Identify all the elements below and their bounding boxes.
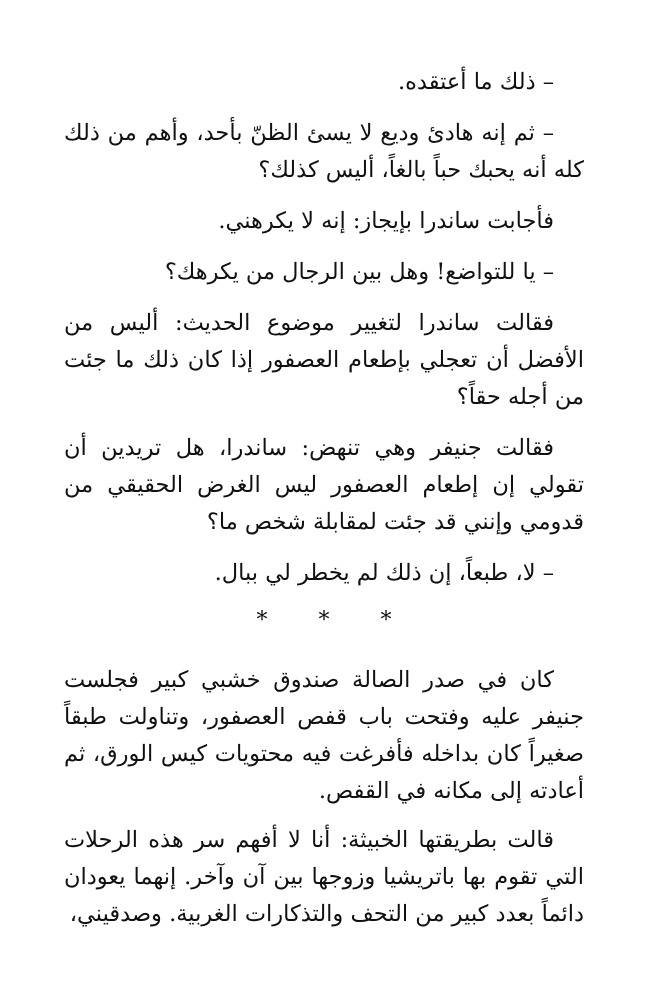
narration-paragraph: قالت بطريقتها الخبيثة: أنا لا أفهم سر هذه الرحلات التي تقوم بها باتريشيا وزوجها بين آن وآخر. إنهما يعودان دائماً بعدد كبير من التحف والتذكارات الغربية. وصدقيني، [64, 827, 584, 927]
narration-paragraph: كان في صدر الصالة صندوق خشبي كبير فجلست جنيفر عليه وفتحت باب قفص العصفور، وتناولت طبقاً صغيراً كان بداخله فأفرغت فيه محتويات كيس الورق، ثم أعادته إلى مكانه في القفص. [64, 667, 584, 804]
dialogue-line: – ثم إنه هادئ وديع لا يسئ الظنّ بأحد، وأهم من ذلك كله أنه يحبك حباً بالغاً، أليس كذلك؟ [64, 120, 584, 183]
narration-paragraph: فأجابت ساندرا بإيجاز: إنه لا يكرهني. [218, 208, 554, 234]
narration-paragraph: فقالت جنيفر وهي تنهض: ساندرا، هل تريدين أن تقولي إن إطعام العصفور ليس الغرض الحقيقي من قدومي وإنني قد جئت لمقابلة شخص ما؟ [64, 435, 584, 535]
section-separator: * * * [256, 608, 414, 633]
dialogue-line: – ذلك ما أعتقده. [397, 69, 554, 95]
book-page [64, 64, 584, 945]
dialogue-line: – يا للتواضع! وهل بين الرجال من يكرهك؟ [164, 259, 554, 285]
dialogue-line: – لا، طبعاً، إن ذلك لم يخطر لي ببال. [214, 560, 554, 586]
narration-paragraph: فقالت ساندرا لتغيير موضوع الحديث: أليس من الأفضل أن تعجلي بإطعام العصفور إذا كان ذلك ما جئت من أجله حقاً؟ [64, 310, 584, 410]
